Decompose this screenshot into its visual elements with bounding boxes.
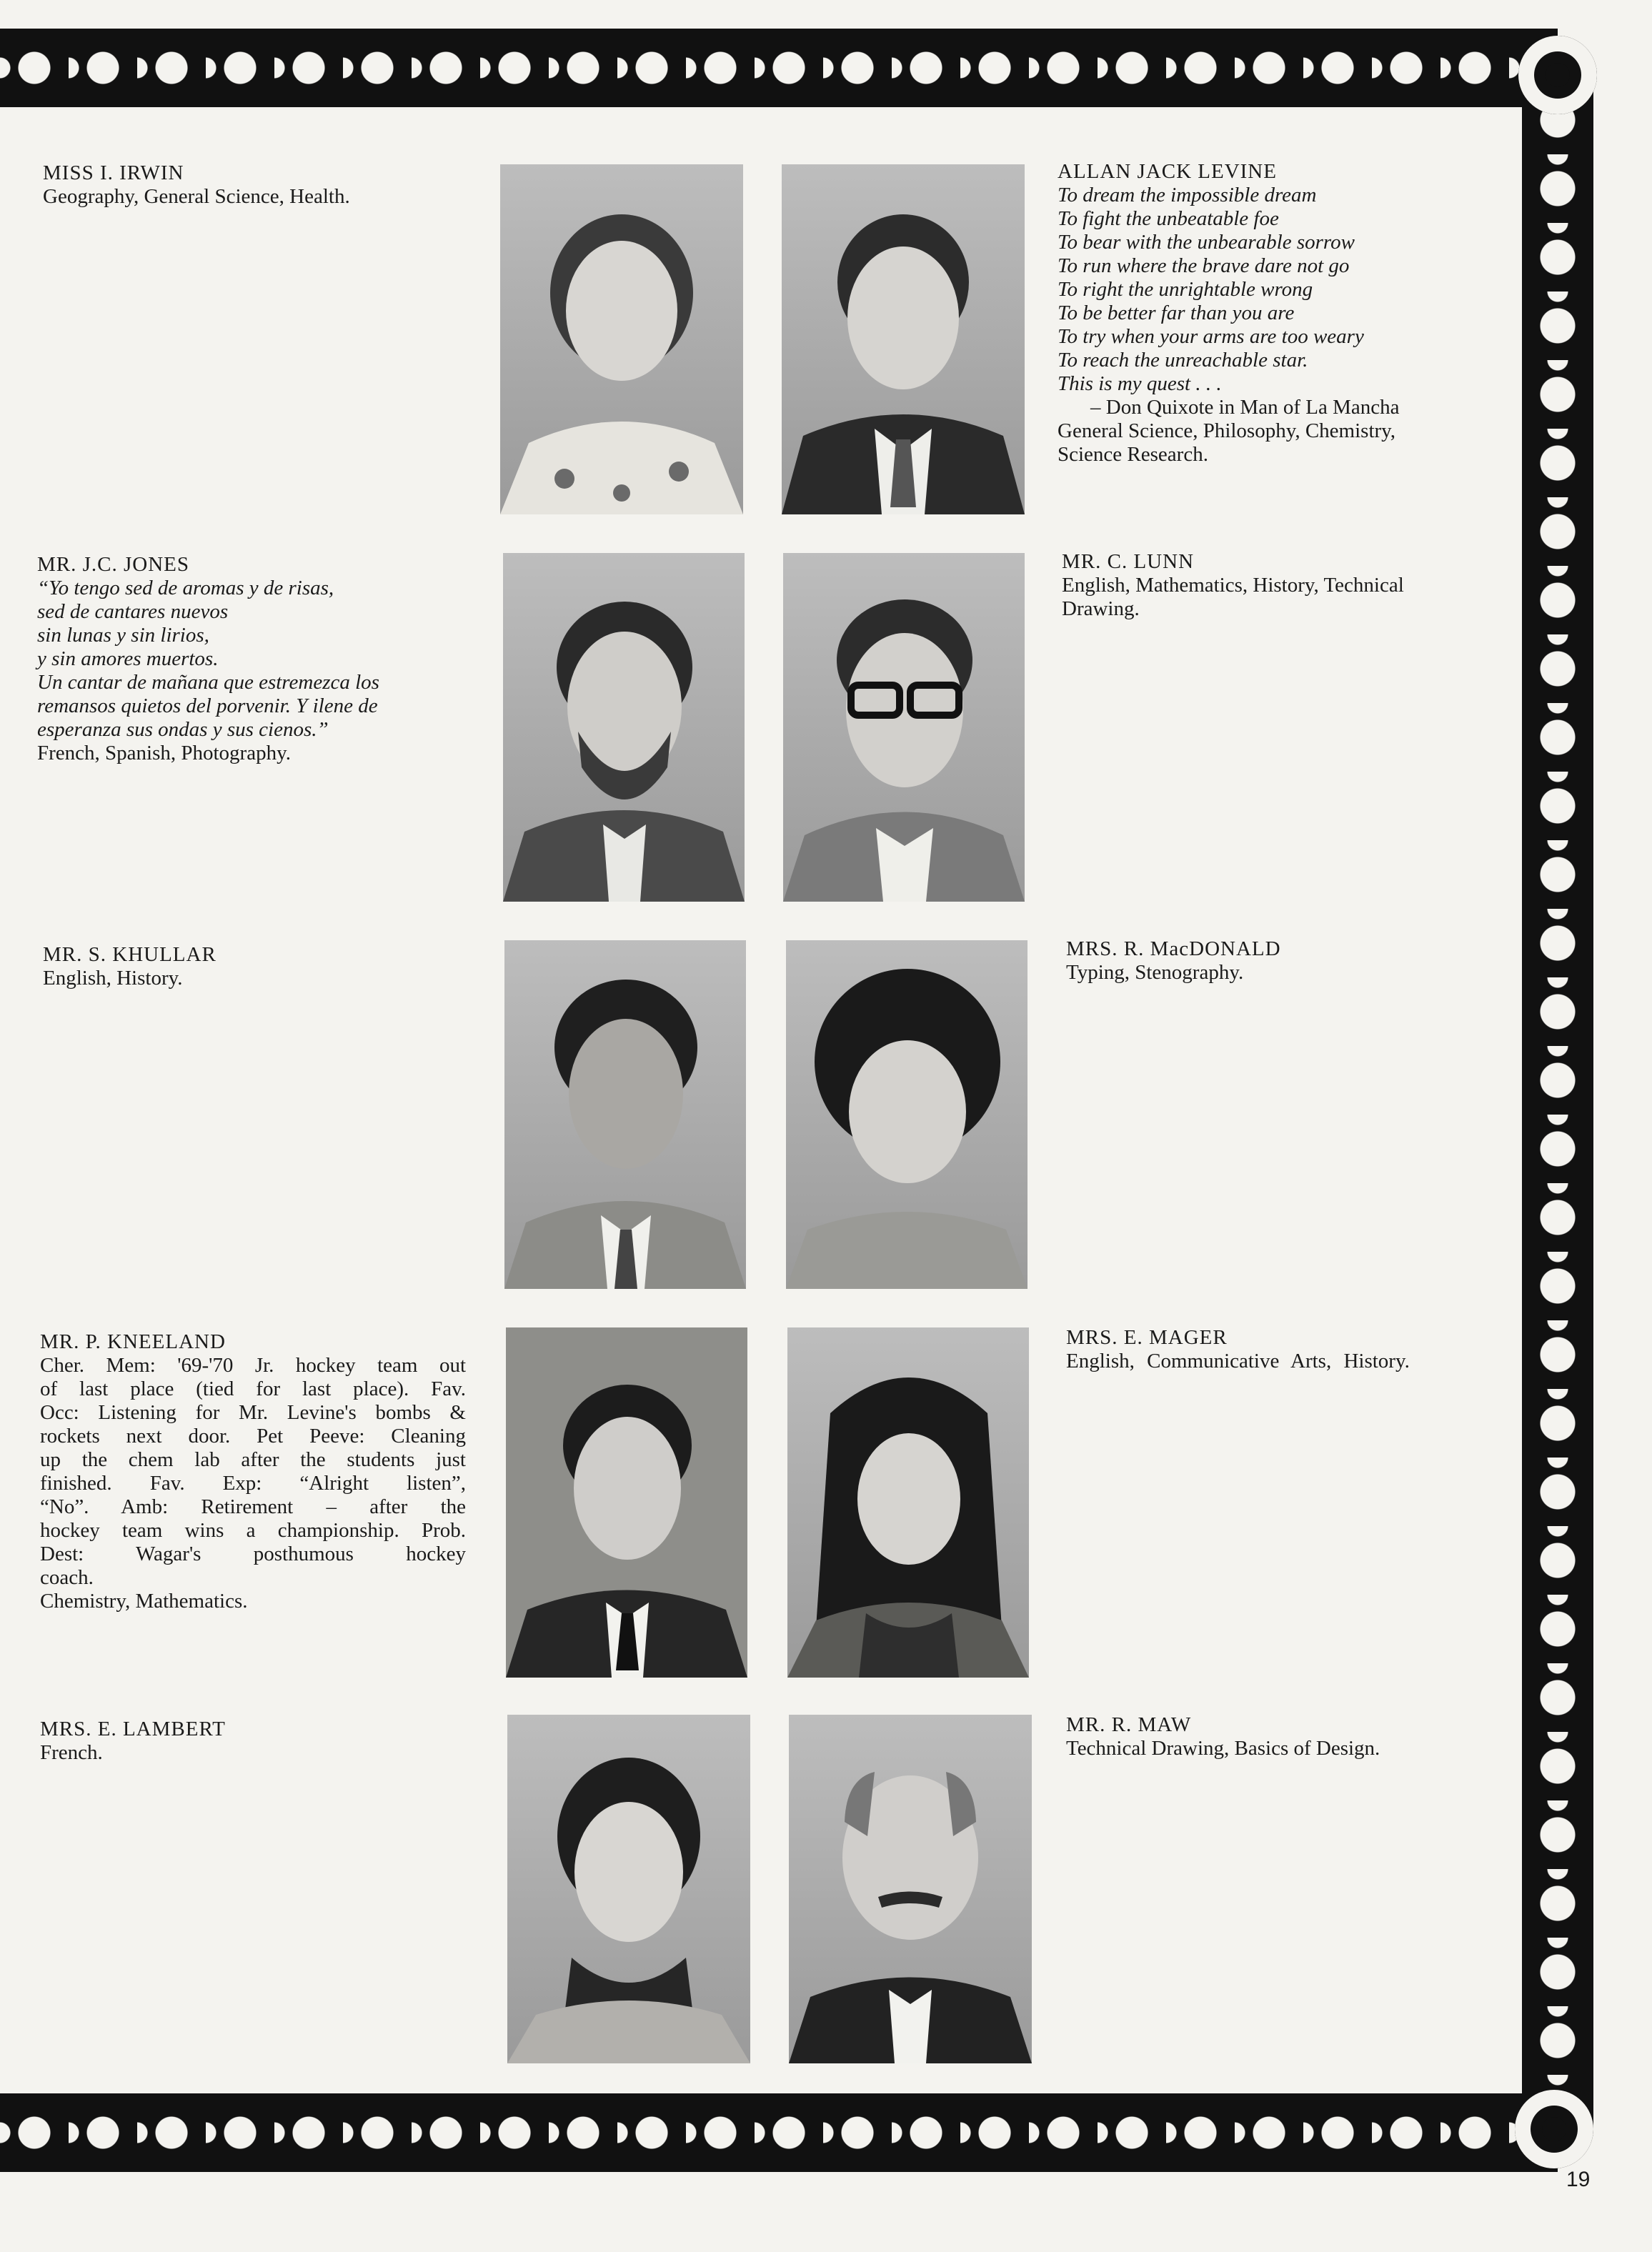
quote-line: To fight the unbeatable foe <box>1058 207 1279 230</box>
quote-line: Un cantar de mañana que estremezca los <box>37 671 379 694</box>
quote-line: To right the unrightable wrong <box>1058 278 1313 301</box>
teacher-subjects: Geography, General Science, Health. <box>43 185 350 208</box>
teacher-name: MR. J.C. JONES <box>37 553 190 576</box>
photo-irwin <box>500 164 743 514</box>
caption-kneeland <box>40 1330 466 1613</box>
caption-lunn <box>1062 550 1505 621</box>
portrait-man-icon <box>789 1715 1032 2063</box>
ornament-corner-bottom-right <box>1515 2090 1593 2168</box>
teacher-name: MR. S. KHULLAR <box>43 943 217 966</box>
ornamental-border-bottom <box>0 2093 1558 2172</box>
portrait-woman-icon <box>507 1715 750 2063</box>
teacher-subjects: Typing, Stenography. <box>1066 961 1244 984</box>
portrait-woman-icon <box>500 164 743 514</box>
quote-line: y sin amores muertos. <box>37 647 219 670</box>
caption-jones <box>37 553 473 765</box>
teacher-name: MRS. R. MacDONALD <box>1066 937 1281 960</box>
portrait-man-icon <box>506 1327 747 1678</box>
portrait-woman-icon <box>786 940 1027 1289</box>
quote-line: esperanza sus ondas y sus cienos.” <box>37 718 329 741</box>
portrait-man-icon <box>503 553 745 902</box>
portrait-man-icon <box>504 940 746 1289</box>
photo-khullar <box>504 940 746 1289</box>
teacher-subjects: Drawing. <box>1062 597 1140 620</box>
teacher-name: MR. C. LUNN <box>1062 550 1195 573</box>
photo-levine <box>782 164 1025 514</box>
caption-khullar <box>43 943 443 990</box>
page-number: 19 <box>1566 2168 1591 2191</box>
teacher-subjects: French. <box>40 1741 103 1764</box>
photo-lambert <box>507 1715 750 2063</box>
teacher-subjects: Science Research. <box>1058 443 1208 466</box>
quote-line: To run where the brave dare not go <box>1058 254 1350 277</box>
teacher-name: MR. P. KNEELAND <box>40 1330 226 1353</box>
teacher-subjects: French, Spanish, Photography. <box>37 742 291 764</box>
teacher-name: MRS. E. LAMBERT <box>40 1718 226 1740</box>
bio-line: rockets next door. Pet Peeve: Cleaning <box>40 1425 466 1448</box>
teacher-subjects: Chemistry, Mathematics. <box>40 1590 248 1613</box>
quote-line: To try when your arms are too weary <box>1058 325 1364 348</box>
teacher-name: MR. R. MAW <box>1066 1713 1192 1736</box>
photo-kneeland <box>506 1327 747 1678</box>
ornament-corner-top-right <box>1518 36 1597 114</box>
bio-line: of last place (tied for last place). Fav. <box>40 1377 466 1400</box>
caption-maw <box>1066 1713 1509 1760</box>
bio-line: coach. <box>40 1566 94 1589</box>
photo-macdonald <box>786 940 1027 1289</box>
teacher-name: ALLAN JACK LEVINE <box>1058 160 1277 183</box>
bio-line: hockey team wins a championship. Prob. <box>40 1519 466 1542</box>
portrait-man-icon <box>783 553 1025 902</box>
caption-lambert <box>40 1718 440 1765</box>
ornamental-border-top <box>0 29 1558 107</box>
teacher-subjects: English, History. <box>43 967 183 990</box>
teacher-subjects: English, Mathematics, History, Technical <box>1062 574 1404 597</box>
bio-line: Dest: Wagar's posthumous hockey <box>40 1543 466 1565</box>
caption-mager <box>1066 1326 1509 1373</box>
bio-line: up the chem lab after the students just <box>40 1448 466 1471</box>
portrait-man-icon <box>782 164 1025 514</box>
quote-line: To dream the impossible dream <box>1058 184 1317 206</box>
quote-line: This is my quest . . . <box>1058 372 1222 395</box>
quote-line: sed de cantares nuevos <box>37 600 229 623</box>
photo-lunn <box>783 553 1025 902</box>
quote-attribution: – Don Quixote in Man of La Mancha <box>1090 396 1400 419</box>
teacher-name: MRS. E. MAGER <box>1066 1326 1228 1349</box>
teacher-name: MISS I. IRWIN <box>43 161 184 184</box>
caption-macdonald <box>1066 937 1509 985</box>
quote-line: sin lunas y sin lirios, <box>37 624 209 647</box>
quote-line: To bear with the unbearable sorrow <box>1058 231 1355 254</box>
portrait-woman-icon <box>787 1327 1029 1678</box>
teacher-subjects: Technical Drawing, Basics of Design. <box>1066 1737 1380 1760</box>
teacher-subjects: General Science, Philosophy, Chemistry, <box>1058 419 1396 442</box>
bio-line: finished. Fav. Exp: “Alright listen”, <box>40 1472 466 1495</box>
quote-line: remansos quietos del porvenir. Y ilene de <box>37 694 378 717</box>
photo-maw <box>789 1715 1032 2063</box>
bio-line: Cher. Mem: '69-'70 Jr. hockey team out <box>40 1354 466 1377</box>
quote-line: To reach the unreachable star. <box>1058 349 1308 372</box>
caption-irwin <box>43 161 443 209</box>
photo-jones <box>503 553 745 902</box>
quote-line: To be better far than you are <box>1058 302 1295 324</box>
quote-line: “Yo tengo sed de aromas y de risas, <box>37 577 334 599</box>
caption-levine <box>1058 160 1501 467</box>
teacher-subjects: English, Communicative Arts, History. <box>1066 1350 1410 1372</box>
bio-line: Occ: Listening for Mr. Levine's bombs & <box>40 1401 466 1424</box>
bio-line: “No”. Amb: Retirement – after the <box>40 1495 466 1518</box>
ornamental-border-right <box>1522 86 1593 2129</box>
photo-mager <box>787 1327 1029 1678</box>
